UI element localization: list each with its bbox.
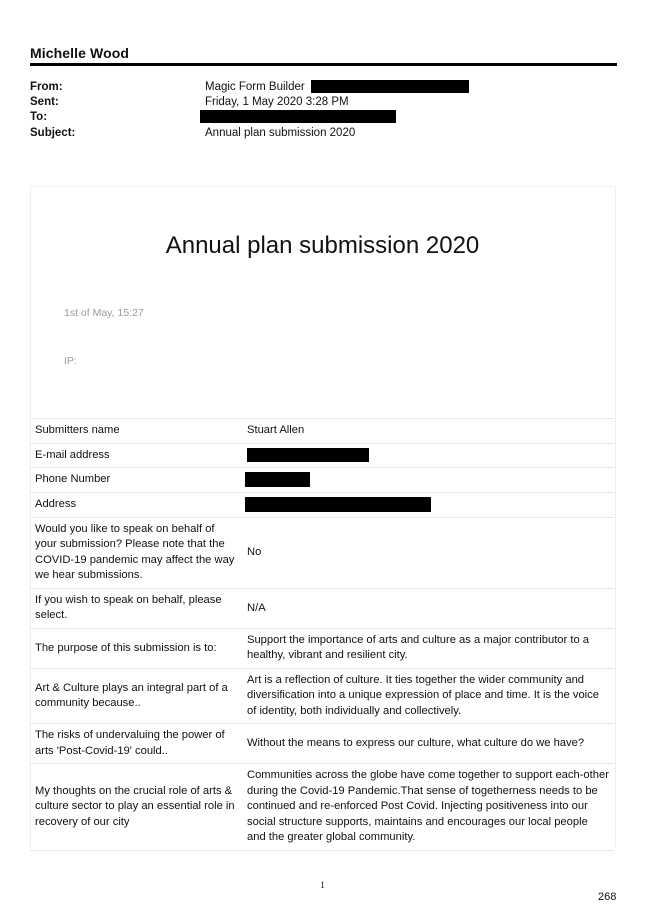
answer-address [242,492,614,517]
sender-name: Michelle Wood [30,45,130,61]
form-title: Annual plan submission 2020 [165,232,480,259]
answer-speak-select: N/A [242,588,614,628]
question-speak-select: If you wish to speak on behalf, please select. [30,588,242,628]
table-row [30,628,614,668]
question-thoughts: My thoughts on the crucial role of arts & culture sector to play an essential role in recovery of our city [30,764,242,851]
question-submitter-name: Submitters name [30,419,242,444]
table-row [30,443,614,468]
answer-email [242,443,614,468]
answer-speak: No [242,517,614,588]
table-row [30,517,614,588]
question-purpose: The purpose of this submission is to: [30,628,242,668]
table-row [30,764,614,851]
table-row [30,668,614,724]
from-label: From: [30,81,63,93]
table-row [30,492,614,517]
table-row [30,419,614,444]
redaction-to-address [200,110,396,123]
redaction-from-address [311,80,469,93]
answer-submitter-name: Stuart Allen [242,419,614,444]
table-row [30,468,614,493]
question-speak: Would you like to speak on behalf of your submission? Please note that the COVID-19 pandemic may affect the way we hear submissions. [30,517,242,588]
question-email: E-mail address [30,443,242,468]
subject-label: Subject: [30,127,76,139]
document-page-total: 268 [598,891,617,903]
answer-purpose: Support the importance of arts and culture as a major contributor to a healthy, vibrant and resilient city. [242,628,614,668]
sent-label: Sent: [30,96,59,108]
to-value [200,110,396,124]
ip-label: IP: [64,355,77,367]
question-address: Address [30,492,242,517]
subject-value: Annual plan submission 2020 [205,127,356,139]
answer-thoughts: Communities across the globe have come together to support each-other during the Covid-19 Pandemic.That sense of togetherness needs to be continued and re-enforced Post Covid. Injecting positiveness into our social structure supports, maintains and encourages our local people and the greater global community. [242,764,614,851]
submission-date: 1st of May, 15:27 [64,307,144,319]
redaction-phone [245,472,310,487]
question-phone: Phone Number [30,468,242,493]
sent-value: Friday, 1 May 2020 3:28 PM [205,96,349,108]
answers-table [30,418,614,851]
from-sender: Magic Form Builder [205,81,305,93]
redaction-address [245,497,431,512]
page-number: 1 [320,880,325,890]
from-value [205,80,469,94]
answer-art-culture: Art is a reflection of culture. It ties together the wider community and diversification into a unique expression of place and time. It is the voice of identity, both individually and collectively. [242,668,614,724]
question-art-culture: Art & Culture plays an integral part of a community because.. [30,668,242,724]
to-label: To: [30,111,48,123]
question-risks: The risks of undervaluing the power of arts 'Post-Covid-19' could.. [30,724,242,764]
answer-phone [242,468,614,493]
redaction-email [247,448,369,462]
table-row [30,724,614,764]
answer-risks: Without the means to express our culture, what culture do we have? [242,724,614,764]
header-rule [30,63,617,66]
table-row [30,588,614,628]
